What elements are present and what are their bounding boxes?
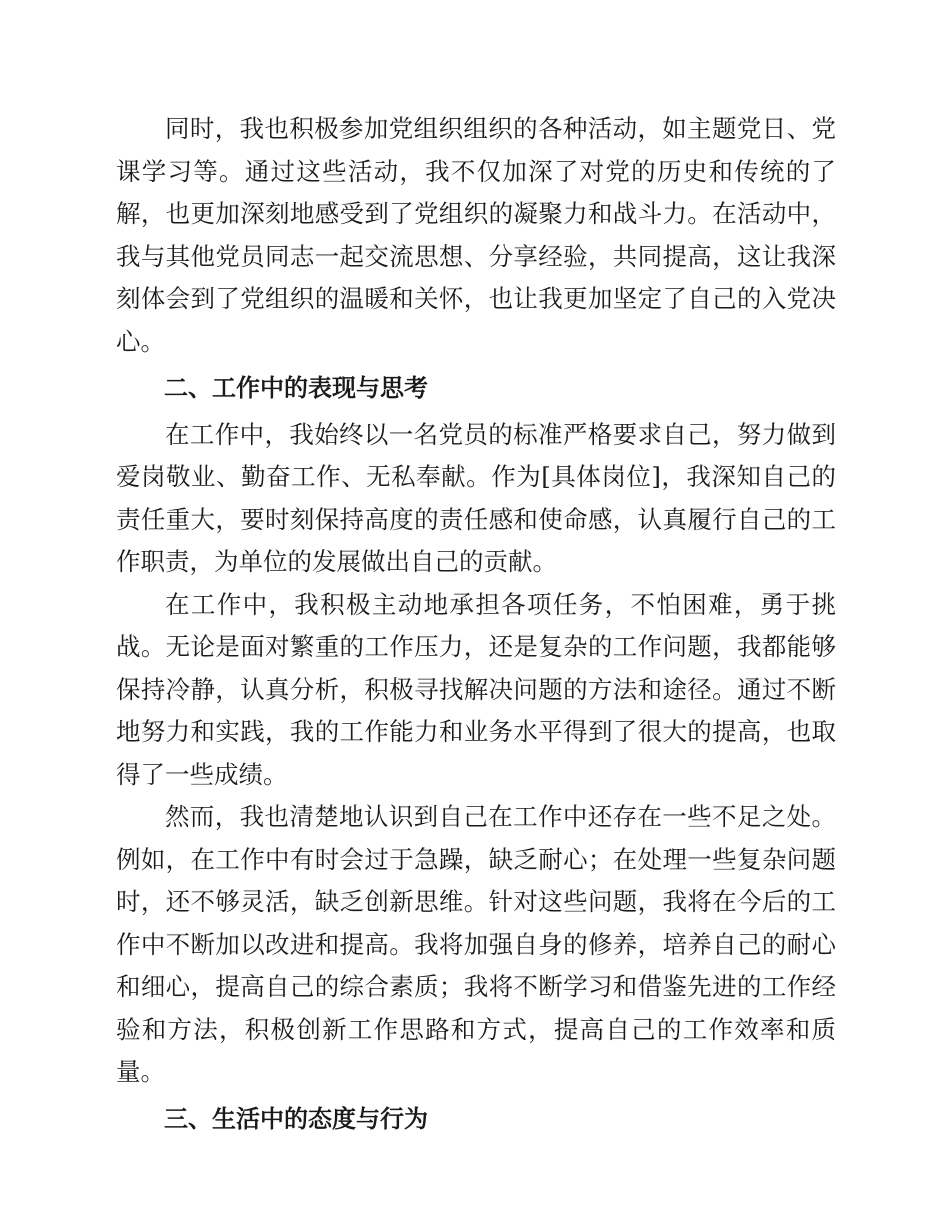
paragraph-work-standard: 在工作中，我始终以一名党员的标准严格要求自己，努力做到爱岗敬业、勤奋工作、无私奉献。作为[具体岗位]，我深知自己的责任重大，要时刻保持高度的责任感和使命感，认真履行自己的工作职责，为单位的发展做出自己的贡献。 [116, 419, 836, 576]
paragraph-party-activities: 同时，我也积极参加党组织组织的各种活动，如主题党日、党课学习等。通过这些活动，我不仅加深了对党的历史和传统的了解，也更加深刻地感受到了党组织的凝聚力和战斗力。在活动中，我与其他党员同志一起交流思想、分享经验，共同提高，这让我深刻体会到了党组织的温暖和关怀，也让我更加坚定了自己的入党决心。 [116, 114, 836, 356]
document-body [116, 108, 836, 1144]
paragraph-work-tasks: 在工作中，我积极主动地承担各项任务，不怕困难，勇于挑战。无论是面对繁重的工作压力，还是复杂的工作问题，我都能够保持冷静，认真分析，积极寻找解决问题的方法和途径。通过不断地努力和实践，我的工作能力和业务水平得到了很大的提高，也取得了一些成绩。 [116, 589, 836, 789]
section-heading-work: 二、工作中的表现与思考 [164, 374, 428, 402]
section-heading-life: 三、生活中的态度与行为 [164, 1104, 428, 1133]
paragraph-work-shortcomings: 然而，我也清楚地认识到自己在工作中还存在一些不足之处。例如，在工作中有时会过于急躁，缺乏耐心；在处理一些复杂问题时，还不够灵活，缺乏创新思维。针对这些问题，我将在今后的工作中不断加以改进和提高。我将加强自身的修养，培养自己的耐心和细心，提高自己的综合素质；我将不断学习和借鉴先进的工作经验和方法，积极创新工作思路和方式，提高自己的工作效率和质量。 [116, 802, 836, 1086]
